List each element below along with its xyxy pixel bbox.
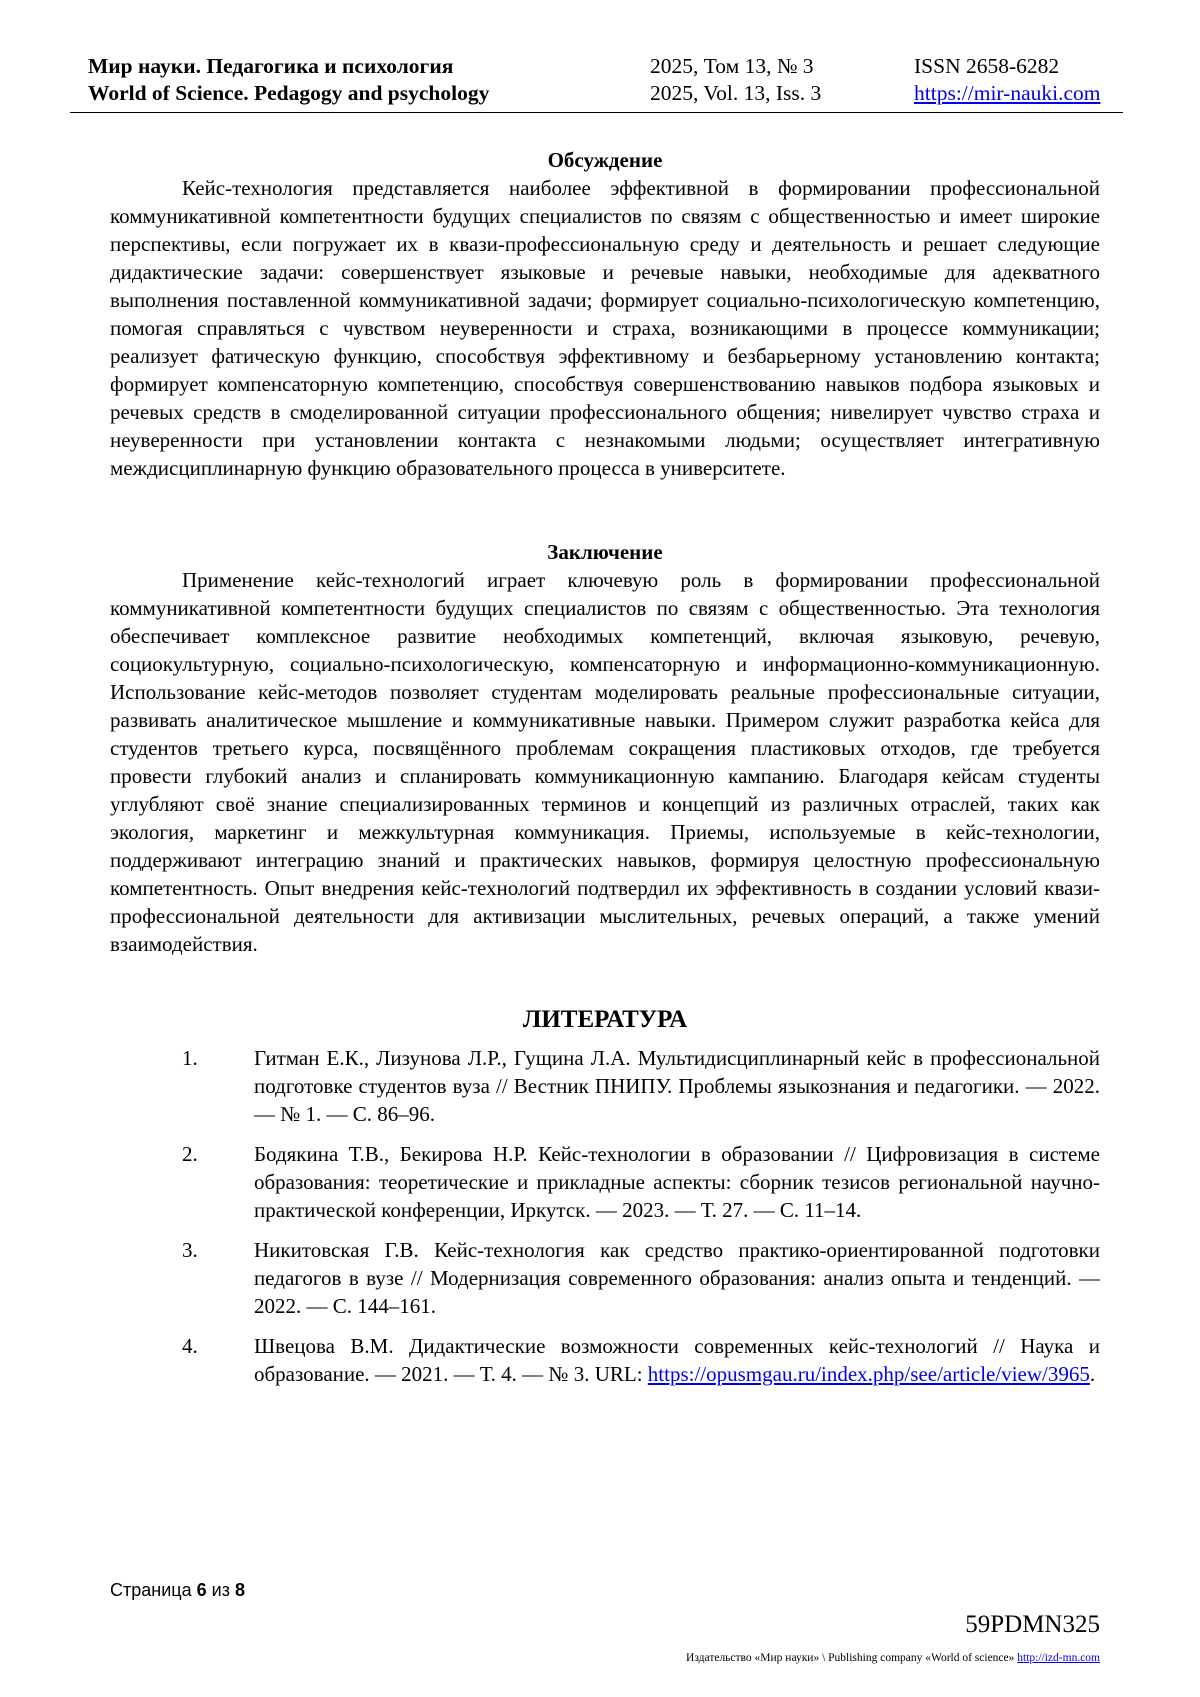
reference-number: 1.	[182, 1046, 198, 1070]
reference-item	[110, 1332, 1100, 1388]
reference-text: Никитовская Г.В. Кейс-технология как средство практико-ориентированной подготовки педагогов в вузе // Модернизация современного образования: анализ опыта и тенденций. — 2022. — С. 144–161.	[254, 1238, 1100, 1318]
reference-number: 4.	[182, 1334, 198, 1358]
article-code: 59PDMN325	[965, 1611, 1100, 1638]
reference-text: Швецова В.М. Дидактические возможности современных кейс-технологий // Наука и образование. — 2021. — Т. 4. — № 3. URL:	[254, 1334, 1100, 1386]
journal-title-en: World of Science. Pedagogy and psychology	[88, 81, 490, 105]
page-label: Страница	[110, 1580, 192, 1600]
reference-number: 3.	[182, 1238, 198, 1262]
publisher-name: Издательство «Мир науки» \ Publishing company «World of science»	[686, 1652, 1015, 1664]
reference-number: 2.	[182, 1142, 198, 1166]
publisher-line	[686, 1651, 1100, 1665]
reference-item	[110, 1236, 1100, 1320]
issue-info-en: 2025, Vol. 13, Iss. 3	[650, 81, 822, 105]
references-title: ЛИТЕРАТУРА	[522, 1006, 688, 1033]
reference-text: Гитман Е.К., Лизунова Л.Р., Гущина Л.А. Мультидисциплинарный кейс в профессиональной подготовке студентов вуза // Вестник ПНИПУ. Проблемы языкознания и педагогики. — 2022. — № 1. — С. 86–96.	[254, 1046, 1100, 1126]
page-header	[88, 52, 1123, 112]
publisher-link[interactable]: http://izd-mn.com	[1017, 1652, 1100, 1664]
header-divider	[70, 112, 1123, 113]
journal-title-ru: Мир науки. Педагогика и психология	[88, 54, 454, 78]
page-counter	[110, 1580, 245, 1601]
reference-text: Бодякина Т.В., Бекирова Н.Р. Кейс-технологии в образовании // Цифровизация в системе образования: теоретические и прикладные аспекты: сборник тезисов региональной научно-практической конференции, Иркутск. — 2023. — Т. 27. — С. 11–14.	[254, 1142, 1100, 1222]
journal-site-link[interactable]: https://mir-nauki.com	[914, 81, 1101, 105]
issue-info-ru: 2025, Том 13, № 3	[650, 54, 814, 78]
issn: ISSN 2658-6282	[914, 54, 1060, 78]
conclusion-title: Заключение	[547, 540, 663, 564]
article-body	[110, 146, 1100, 1400]
page-total: 8	[234, 1580, 245, 1600]
page-current: 6	[196, 1580, 207, 1600]
reference-item	[110, 1044, 1100, 1128]
reference-url-link[interactable]: https://opusmgau.ru/index.php/see/article/view/3965	[647, 1362, 1090, 1386]
discussion-title: Обсуждение	[547, 148, 663, 172]
conclusion-paragraph: Применение кейс-технологий играет ключевую роль в формировании профессиональной коммуникативной компетентности будущих специалистов по связям с общественностью. Эта технология обеспечивает комплексное развитие необходимых компетенций, включая языковую, речевую, социокультурную, социально-психологическую, компенсаторную и информационно-коммуникационную. Использование кейс-методов позволяет студентам моделировать реальные профессиональные ситуации, развивать аналитическое мышление и коммуникативные навыки. Примером служит разработка кейса для студентов третьего курса, посвящённого проблемам сокращения пластиковых отходов, где требуется провести глубокий анализ и спланировать коммуникационную кампанию. Благодаря кейсам студенты углубляют своё знание специализированных терминов и концепций из различных отраслей, таких как экология, маркетинг и межкультурная коммуникация. Приемы, используемые в кейс-технологии, поддерживают интеграцию знаний и практических навыков, формируя целостную профессиональную компетентность. Опыт внедрения кейс-технологий подтвердил их эффективность в создании условий квази-профессиональной деятельности для активизации мыслительных, речевых операций, а также умений взаимодействия.	[110, 568, 1100, 956]
page-separator: из	[211, 1580, 230, 1600]
discussion-paragraph: Кейс-технология представляется наиболее эффективной в формировании профессиональной коммуникативной компетентности будущих специалистов по связям с общественностью и имеет широкие перспективы, если погружает их в квази-профессиональную среду и деятельность и решает следующие дидактические задачи: совершенствует языковые и речевые навыки, необходимые для адекватного выполнения поставленной коммуникативной задачи; формирует социально-психологическую компетенцию, помогая справляться с чувством неуверенности и страха, возникающими в процессе коммуникации; реализует фатическую функцию, способствуя эффективному и безбарьерному установлению контакта; формирует компенсаторную компетенцию, способствуя совершенствованию навыков подбора языковых и речевых средств в смоделированной ситуации профессионального общения; нивелирует чувство страха и неуверенности при установлении контакта с незнакомыми людьми; осуществляет интегративную междисциплинарную функцию образовательного процесса в университете.	[110, 176, 1100, 480]
reference-tail: .	[1089, 1362, 1096, 1386]
reference-item	[110, 1140, 1100, 1224]
